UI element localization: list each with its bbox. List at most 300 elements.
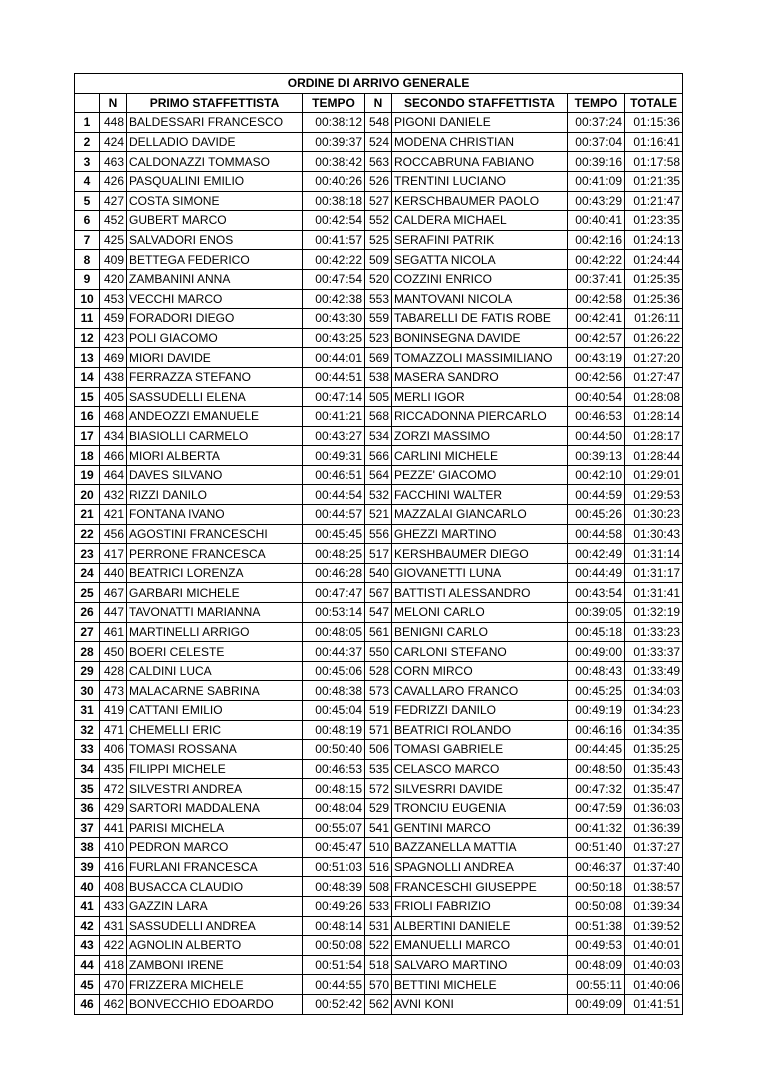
first-runner-cell: BIASIOLLI CARMELO	[127, 426, 303, 446]
second-runner-cell: CELASCO MARCO	[392, 759, 568, 779]
time-2-cell: 00:41:09	[568, 171, 625, 191]
position-cell: 22	[75, 524, 100, 544]
total-time-cell: 01:29:53	[625, 485, 683, 505]
second-runner-cell: BEATRICI ROLANDO	[392, 720, 568, 740]
bib-2-cell: 547	[365, 603, 392, 623]
position-cell: 5	[75, 191, 100, 211]
time-1-cell: 00:38:12	[303, 113, 365, 133]
second-runner-cell: KERSCHBAUMER PAOLO	[392, 191, 568, 211]
first-runner-cell: FERRAZZA STEFANO	[127, 367, 303, 387]
time-2-cell: 00:40:41	[568, 211, 625, 231]
first-runner-cell: MARTINELLI ARRIGO	[127, 622, 303, 642]
second-runner-cell: ALBERTINI DANIELE	[392, 916, 568, 936]
total-time-cell: 01:35:43	[625, 759, 683, 779]
second-runner-cell: GHEZZI MARTINO	[392, 524, 568, 544]
total-time-cell: 01:25:36	[625, 289, 683, 309]
second-runner-cell: MELONI CARLO	[392, 603, 568, 623]
second-runner-cell: CARLINI MICHELE	[392, 446, 568, 466]
table-row	[75, 407, 683, 427]
bib-1-cell: 464	[100, 465, 127, 485]
second-runner-cell: GIOVANETTI LUNA	[392, 563, 568, 583]
time-1-cell: 00:53:14	[303, 603, 365, 623]
position-cell: 18	[75, 446, 100, 466]
position-cell: 19	[75, 465, 100, 485]
time-1-cell: 00:50:08	[303, 936, 365, 956]
time-2-cell: 00:39:05	[568, 603, 625, 623]
time-2-cell: 00:42:22	[568, 250, 625, 270]
bib-2-cell: 528	[365, 661, 392, 681]
total-time-cell: 01:30:23	[625, 505, 683, 525]
time-2-cell: 00:49:00	[568, 642, 625, 662]
bib-2-cell: 532	[365, 485, 392, 505]
bib-1-cell: 438	[100, 367, 127, 387]
header-first-runner: PRIMO STAFFETTISTA	[127, 93, 303, 113]
bib-2-cell: 523	[365, 328, 392, 348]
position-cell: 20	[75, 485, 100, 505]
bib-1-cell: 462	[100, 994, 127, 1014]
position-cell: 14	[75, 367, 100, 387]
time-1-cell: 00:42:22	[303, 250, 365, 270]
first-runner-cell: CALDONAZZI TOMMASO	[127, 152, 303, 172]
bib-1-cell: 461	[100, 622, 127, 642]
first-runner-cell: SARTORI MADDALENA	[127, 798, 303, 818]
position-cell: 1	[75, 113, 100, 133]
bib-2-cell: 572	[365, 779, 392, 799]
time-1-cell: 00:47:47	[303, 583, 365, 603]
table-row	[75, 465, 683, 485]
results-table	[74, 73, 683, 1015]
bib-2-cell: 569	[365, 348, 392, 368]
bib-2-cell: 524	[365, 132, 392, 152]
position-cell: 37	[75, 818, 100, 838]
time-1-cell: 00:48:14	[303, 916, 365, 936]
time-1-cell: 00:42:38	[303, 289, 365, 309]
second-runner-cell: FEDRIZZI DANILO	[392, 701, 568, 721]
bib-2-cell: 525	[365, 230, 392, 250]
total-time-cell: 01:21:47	[625, 191, 683, 211]
bib-1-cell: 466	[100, 446, 127, 466]
time-1-cell: 00:51:03	[303, 857, 365, 877]
header-bib-2: N	[365, 93, 392, 113]
time-1-cell: 00:44:54	[303, 485, 365, 505]
first-runner-cell: CALDINI LUCA	[127, 661, 303, 681]
bib-1-cell: 447	[100, 603, 127, 623]
position-cell: 9	[75, 269, 100, 289]
first-runner-cell: CATTANI EMILIO	[127, 701, 303, 721]
bib-1-cell: 425	[100, 230, 127, 250]
position-cell: 43	[75, 936, 100, 956]
title-row	[75, 74, 683, 94]
bib-1-cell: 422	[100, 936, 127, 956]
position-cell: 25	[75, 583, 100, 603]
second-runner-cell: KERSHBAUMER DIEGO	[392, 544, 568, 564]
bib-2-cell: 526	[365, 171, 392, 191]
time-2-cell: 00:45:18	[568, 622, 625, 642]
bib-1-cell: 417	[100, 544, 127, 564]
first-runner-cell: PEDRON MARCO	[127, 838, 303, 858]
first-runner-cell: BETTEGA FEDERICO	[127, 250, 303, 270]
second-runner-cell: RICCADONNA PIERCARLO	[392, 407, 568, 427]
bib-2-cell: 559	[365, 309, 392, 329]
table-row	[75, 681, 683, 701]
first-runner-cell: MALACARNE SABRINA	[127, 681, 303, 701]
bib-1-cell: 453	[100, 289, 127, 309]
total-time-cell: 01:39:34	[625, 896, 683, 916]
time-2-cell: 00:55:11	[568, 975, 625, 995]
bib-2-cell: 534	[365, 426, 392, 446]
total-time-cell: 01:38:57	[625, 877, 683, 897]
position-cell: 3	[75, 152, 100, 172]
total-time-cell: 01:33:37	[625, 642, 683, 662]
table-row	[75, 230, 683, 250]
table-row	[75, 387, 683, 407]
second-runner-cell: MASERA SANDRO	[392, 367, 568, 387]
results-body	[75, 113, 683, 1014]
time-2-cell: 00:45:25	[568, 681, 625, 701]
first-runner-cell: TOMASI ROSSANA	[127, 740, 303, 760]
bib-1-cell: 421	[100, 505, 127, 525]
first-runner-cell: SILVESTRI ANDREA	[127, 779, 303, 799]
bib-2-cell: 553	[365, 289, 392, 309]
first-runner-cell: FILIPPI MICHELE	[127, 759, 303, 779]
table-row	[75, 328, 683, 348]
total-time-cell: 01:27:47	[625, 367, 683, 387]
bib-1-cell: 441	[100, 818, 127, 838]
total-time-cell: 01:23:35	[625, 211, 683, 231]
time-2-cell: 00:44:50	[568, 426, 625, 446]
total-time-cell: 01:34:23	[625, 701, 683, 721]
position-cell: 29	[75, 661, 100, 681]
second-runner-cell: COZZINI ENRICO	[392, 269, 568, 289]
bib-2-cell: 516	[365, 857, 392, 877]
second-runner-cell: SERAFINI PATRIK	[392, 230, 568, 250]
second-runner-cell: CARLONI STEFANO	[392, 642, 568, 662]
second-runner-cell: MANTOVANI NICOLA	[392, 289, 568, 309]
header-row	[75, 93, 683, 113]
table-row	[75, 171, 683, 191]
bib-2-cell: 522	[365, 936, 392, 956]
second-runner-cell: TABARELLI DE FATIS ROBE	[392, 309, 568, 329]
time-1-cell: 00:44:55	[303, 975, 365, 995]
table-row	[75, 152, 683, 172]
table-row	[75, 818, 683, 838]
bib-2-cell: 510	[365, 838, 392, 858]
bib-1-cell: 434	[100, 426, 127, 446]
time-2-cell: 00:43:29	[568, 191, 625, 211]
table-row	[75, 485, 683, 505]
position-cell: 8	[75, 250, 100, 270]
header-second-runner: SECONDO STAFFETTISTA	[392, 93, 568, 113]
first-runner-cell: MIORI ALBERTA	[127, 446, 303, 466]
time-1-cell: 00:48:39	[303, 877, 365, 897]
table-row	[75, 426, 683, 446]
table-row	[75, 505, 683, 525]
bib-1-cell: 459	[100, 309, 127, 329]
total-time-cell: 01:35:25	[625, 740, 683, 760]
bib-2-cell: 540	[365, 563, 392, 583]
position-cell: 6	[75, 211, 100, 231]
bib-2-cell: 562	[365, 994, 392, 1014]
total-time-cell: 01:36:39	[625, 818, 683, 838]
total-time-cell: 01:16:41	[625, 132, 683, 152]
time-1-cell: 00:41:21	[303, 407, 365, 427]
table-row	[75, 720, 683, 740]
time-2-cell: 00:50:18	[568, 877, 625, 897]
header-time-1: TEMPO	[303, 93, 365, 113]
bib-1-cell: 428	[100, 661, 127, 681]
time-2-cell: 00:42:56	[568, 367, 625, 387]
bib-1-cell: 471	[100, 720, 127, 740]
bib-2-cell: 538	[365, 367, 392, 387]
bib-1-cell: 424	[100, 132, 127, 152]
time-1-cell: 00:45:47	[303, 838, 365, 858]
total-time-cell: 01:31:41	[625, 583, 683, 603]
time-1-cell: 00:47:54	[303, 269, 365, 289]
second-runner-cell: SPAGNOLLI ANDREA	[392, 857, 568, 877]
total-time-cell: 01:17:58	[625, 152, 683, 172]
bib-2-cell: 533	[365, 896, 392, 916]
time-2-cell: 00:50:08	[568, 896, 625, 916]
time-1-cell: 00:43:27	[303, 426, 365, 446]
position-cell: 24	[75, 563, 100, 583]
time-2-cell: 00:44:59	[568, 485, 625, 505]
second-runner-cell: CAVALLARO FRANCO	[392, 681, 568, 701]
position-cell: 26	[75, 603, 100, 623]
time-1-cell: 00:44:51	[303, 367, 365, 387]
time-1-cell: 00:45:06	[303, 661, 365, 681]
time-1-cell: 00:50:40	[303, 740, 365, 760]
position-cell: 44	[75, 955, 100, 975]
total-time-cell: 01:15:36	[625, 113, 683, 133]
table-row	[75, 250, 683, 270]
time-2-cell: 00:46:53	[568, 407, 625, 427]
header-total: TOTALE	[625, 93, 683, 113]
header-position	[75, 93, 100, 113]
second-runner-cell: TRONCIU EUGENIA	[392, 798, 568, 818]
bib-2-cell: 571	[365, 720, 392, 740]
table-row	[75, 661, 683, 681]
first-runner-cell: BOERI CELESTE	[127, 642, 303, 662]
first-runner-cell: MIORI DAVIDE	[127, 348, 303, 368]
bib-1-cell: 427	[100, 191, 127, 211]
table-row	[75, 877, 683, 897]
time-1-cell: 00:38:18	[303, 191, 365, 211]
second-runner-cell: MODENA CHRISTIAN	[392, 132, 568, 152]
bib-1-cell: 469	[100, 348, 127, 368]
bib-1-cell: 432	[100, 485, 127, 505]
time-1-cell: 00:51:54	[303, 955, 365, 975]
time-1-cell: 00:44:01	[303, 348, 365, 368]
bib-1-cell: 408	[100, 877, 127, 897]
second-runner-cell: SILVESRRI DAVIDE	[392, 779, 568, 799]
bib-2-cell: 535	[365, 759, 392, 779]
bib-1-cell: 406	[100, 740, 127, 760]
position-cell: 7	[75, 230, 100, 250]
bib-1-cell: 472	[100, 779, 127, 799]
bib-1-cell: 468	[100, 407, 127, 427]
time-1-cell: 00:42:54	[303, 211, 365, 231]
bib-2-cell: 568	[365, 407, 392, 427]
time-1-cell: 00:43:30	[303, 309, 365, 329]
time-2-cell: 00:37:04	[568, 132, 625, 152]
header-time-2: TEMPO	[568, 93, 625, 113]
time-1-cell: 00:48:25	[303, 544, 365, 564]
bib-1-cell: 467	[100, 583, 127, 603]
table-row	[75, 642, 683, 662]
first-runner-cell: ANDEOZZI EMANUELE	[127, 407, 303, 427]
time-2-cell: 00:39:16	[568, 152, 625, 172]
total-time-cell: 01:40:01	[625, 936, 683, 956]
time-1-cell: 00:43:25	[303, 328, 365, 348]
time-2-cell: 00:41:32	[568, 818, 625, 838]
total-time-cell: 01:31:17	[625, 563, 683, 583]
bib-1-cell: 450	[100, 642, 127, 662]
second-runner-cell: CALDERA MICHAEL	[392, 211, 568, 231]
bib-2-cell: 518	[365, 955, 392, 975]
time-2-cell: 00:47:32	[568, 779, 625, 799]
bib-2-cell: 556	[365, 524, 392, 544]
time-2-cell: 00:49:19	[568, 701, 625, 721]
table-row	[75, 701, 683, 721]
second-runner-cell: TOMAZZOLI MASSIMILIANO	[392, 348, 568, 368]
time-1-cell: 00:44:57	[303, 505, 365, 525]
table-row	[75, 759, 683, 779]
first-runner-cell: TAVONATTI MARIANNA	[127, 603, 303, 623]
position-cell: 13	[75, 348, 100, 368]
bib-2-cell: 564	[365, 465, 392, 485]
header-bib-1: N	[100, 93, 127, 113]
time-2-cell: 00:43:54	[568, 583, 625, 603]
bib-1-cell: 456	[100, 524, 127, 544]
table-row	[75, 367, 683, 387]
second-runner-cell: MERLI IGOR	[392, 387, 568, 407]
first-runner-cell: ZAMBANINI ANNA	[127, 269, 303, 289]
table-row	[75, 779, 683, 799]
bib-1-cell: 433	[100, 896, 127, 916]
time-1-cell: 00:46:51	[303, 465, 365, 485]
time-1-cell: 00:38:42	[303, 152, 365, 172]
position-cell: 12	[75, 328, 100, 348]
table-row	[75, 857, 683, 877]
second-runner-cell: MAZZALAI GIANCARLO	[392, 505, 568, 525]
bib-1-cell: 418	[100, 955, 127, 975]
bib-1-cell: 409	[100, 250, 127, 270]
total-time-cell: 01:24:44	[625, 250, 683, 270]
total-time-cell: 01:30:43	[625, 524, 683, 544]
total-time-cell: 01:28:44	[625, 446, 683, 466]
first-runner-cell: PASQUALINI EMILIO	[127, 171, 303, 191]
table-row	[75, 211, 683, 231]
position-cell: 27	[75, 622, 100, 642]
second-runner-cell: PIGONI DANIELE	[392, 113, 568, 133]
second-runner-cell: PEZZE' GIACOMO	[392, 465, 568, 485]
time-1-cell: 00:39:37	[303, 132, 365, 152]
table-row	[75, 348, 683, 368]
first-runner-cell: GUBERT MARCO	[127, 211, 303, 231]
time-2-cell: 00:49:53	[568, 936, 625, 956]
time-2-cell: 00:48:50	[568, 759, 625, 779]
total-time-cell: 01:33:49	[625, 661, 683, 681]
time-1-cell: 00:47:14	[303, 387, 365, 407]
second-runner-cell: ZORZI MASSIMO	[392, 426, 568, 446]
position-cell: 21	[75, 505, 100, 525]
first-runner-cell: SASSUDELLI ANDREA	[127, 916, 303, 936]
bib-2-cell: 519	[365, 701, 392, 721]
time-2-cell: 00:37:24	[568, 113, 625, 133]
total-time-cell: 01:31:14	[625, 544, 683, 564]
time-2-cell: 00:51:40	[568, 838, 625, 858]
first-runner-cell: ZAMBONI IRENE	[127, 955, 303, 975]
bib-1-cell: 431	[100, 916, 127, 936]
first-runner-cell: SASSUDELLI ELENA	[127, 387, 303, 407]
bib-2-cell: 527	[365, 191, 392, 211]
time-1-cell: 00:52:42	[303, 994, 365, 1014]
bib-2-cell: 506	[365, 740, 392, 760]
total-time-cell: 01:24:13	[625, 230, 683, 250]
first-runner-cell: FORADORI DIEGO	[127, 309, 303, 329]
bib-1-cell: 448	[100, 113, 127, 133]
total-time-cell: 01:33:23	[625, 622, 683, 642]
time-2-cell: 00:48:43	[568, 661, 625, 681]
bib-2-cell: 550	[365, 642, 392, 662]
time-2-cell: 00:44:45	[568, 740, 625, 760]
total-time-cell: 01:26:11	[625, 309, 683, 329]
position-cell: 39	[75, 857, 100, 877]
position-cell: 4	[75, 171, 100, 191]
total-time-cell: 01:29:01	[625, 465, 683, 485]
position-cell: 35	[75, 779, 100, 799]
bib-1-cell: 473	[100, 681, 127, 701]
time-1-cell: 00:48:04	[303, 798, 365, 818]
bib-2-cell: 570	[365, 975, 392, 995]
first-runner-cell: SALVADORI ENOS	[127, 230, 303, 250]
second-runner-cell: AVNI KONI	[392, 994, 568, 1014]
table-row	[75, 524, 683, 544]
total-time-cell: 01:36:03	[625, 798, 683, 818]
second-runner-cell: BATTISTI ALESSANDRO	[392, 583, 568, 603]
table-row	[75, 289, 683, 309]
total-time-cell: 01:28:17	[625, 426, 683, 446]
first-runner-cell: BALDESSARI FRANCESCO	[127, 113, 303, 133]
time-2-cell: 00:42:16	[568, 230, 625, 250]
table-title: ORDINE DI ARRIVO GENERALE	[75, 74, 683, 94]
bib-2-cell: 521	[365, 505, 392, 525]
bib-2-cell: 541	[365, 818, 392, 838]
bib-2-cell: 573	[365, 681, 392, 701]
table-row	[75, 191, 683, 211]
bib-2-cell: 517	[365, 544, 392, 564]
time-1-cell: 00:46:53	[303, 759, 365, 779]
time-1-cell: 00:45:45	[303, 524, 365, 544]
bib-1-cell: 429	[100, 798, 127, 818]
first-runner-cell: FRIZZERA MICHELE	[127, 975, 303, 995]
time-2-cell: 00:39:13	[568, 446, 625, 466]
total-time-cell: 01:34:35	[625, 720, 683, 740]
position-cell: 10	[75, 289, 100, 309]
table-row	[75, 838, 683, 858]
total-time-cell: 01:28:14	[625, 407, 683, 427]
second-runner-cell: BONINSEGNA DAVIDE	[392, 328, 568, 348]
bib-1-cell: 426	[100, 171, 127, 191]
table-row	[75, 896, 683, 916]
second-runner-cell: SEGATTA NICOLA	[392, 250, 568, 270]
table-row	[75, 583, 683, 603]
second-runner-cell: BENIGNI CARLO	[392, 622, 568, 642]
bib-2-cell: 509	[365, 250, 392, 270]
time-1-cell: 00:44:37	[303, 642, 365, 662]
position-cell: 46	[75, 994, 100, 1014]
table-row	[75, 975, 683, 995]
